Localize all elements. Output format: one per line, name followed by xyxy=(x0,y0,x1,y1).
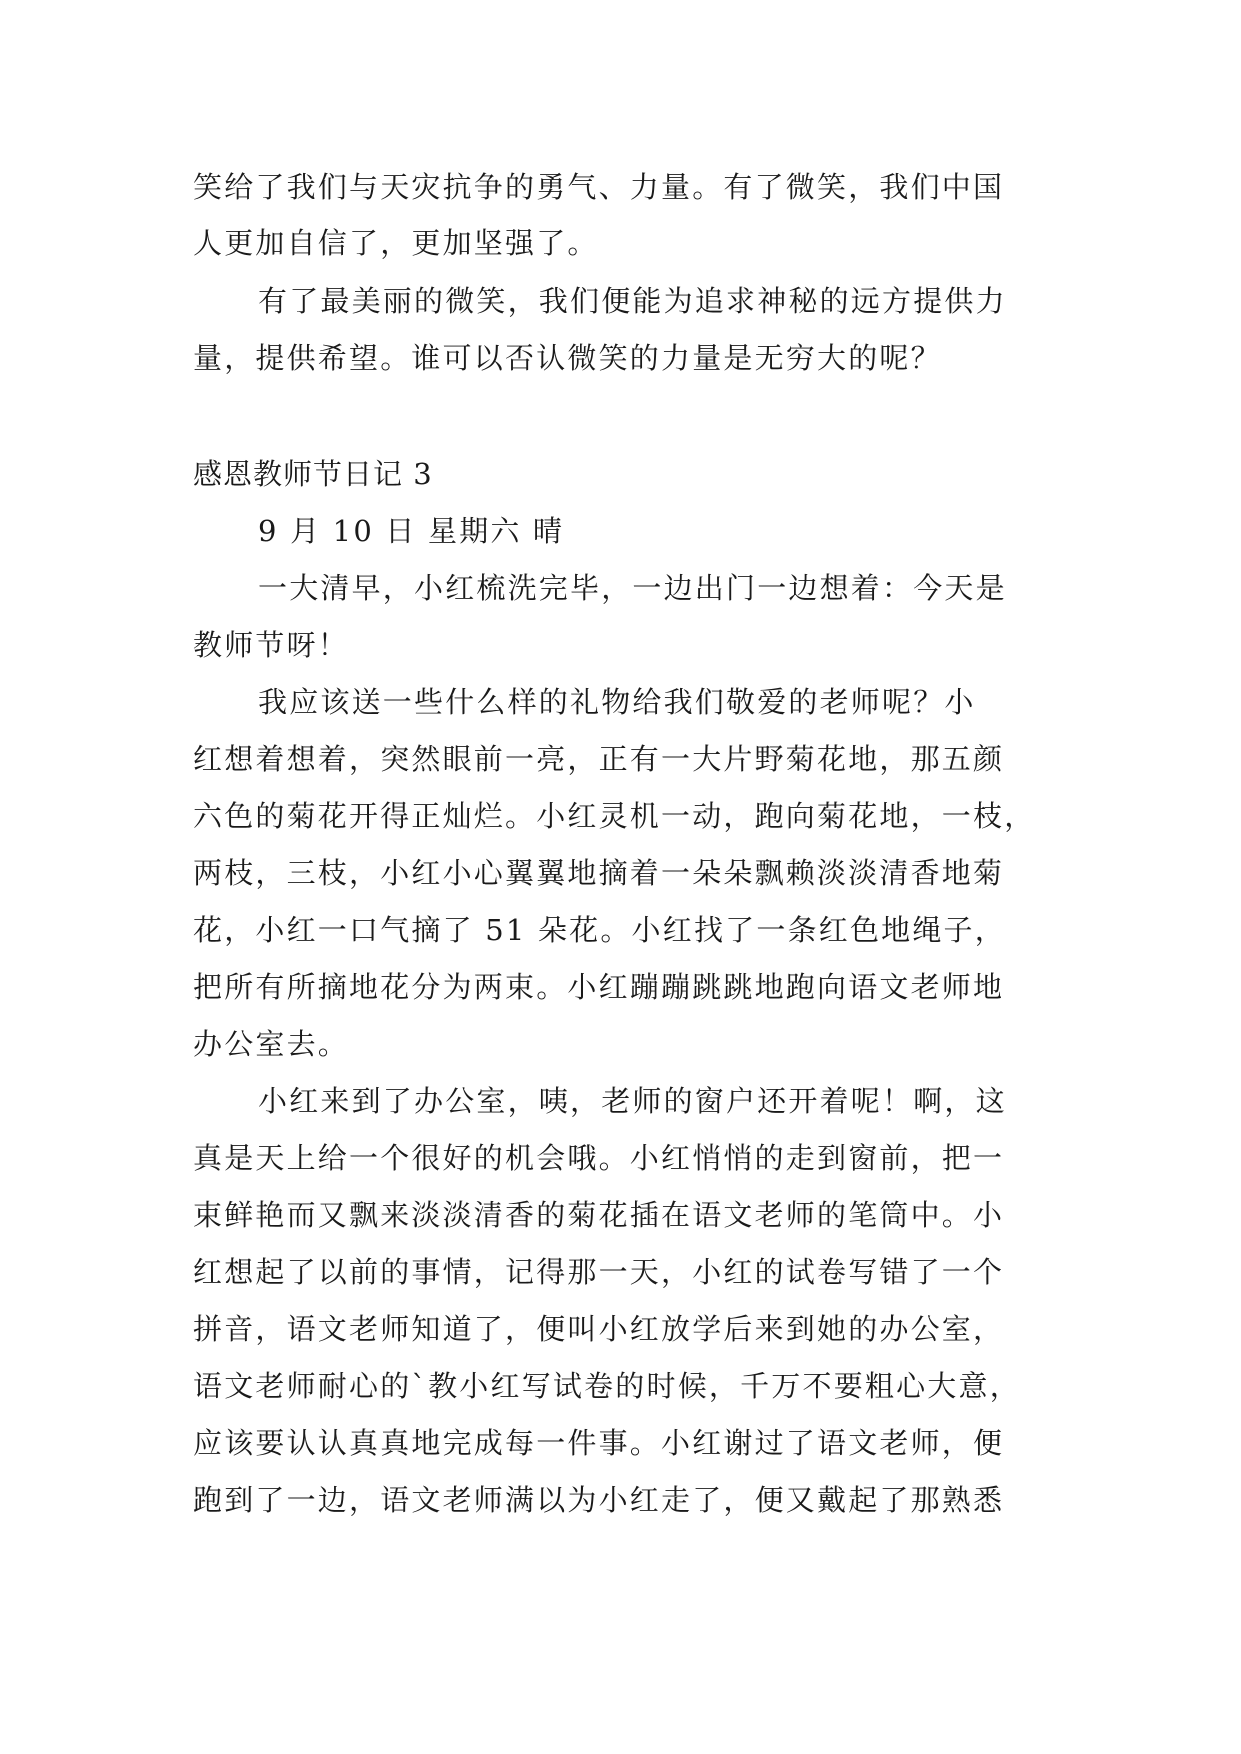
paragraph-line: 红想起了以前的事情，记得那一天，小红的试卷写错了一个 xyxy=(193,1255,1005,1289)
paragraph-line: 一大清早，小红梳洗完毕，一边出门一边想着：今天是 xyxy=(258,571,1007,605)
paragraph-line: 跑到了一边，语文老师满以为小红走了，便又戴起了那熟悉 xyxy=(193,1483,1005,1517)
paragraph-line: 语文老师耐心的`教小红写试卷的时候，千万不要粗心大意， xyxy=(193,1369,1021,1403)
paragraph-line: 办公室去。 xyxy=(193,1027,350,1061)
section-title: 感恩教师节日记 3 xyxy=(193,457,433,491)
diary-date-line: 9 月 10 日 星期六 晴 xyxy=(258,514,565,548)
paragraph-line: 真是天上给一个很好的机会哦。小红悄悄的走到窗前，把一 xyxy=(193,1141,1005,1175)
paragraph-line: 两枝，三枝，小红小心翼翼地摘着一朵朵飘赖淡淡清香地菊 xyxy=(193,856,1005,890)
paragraph-line: 我应该送一些什么样的礼物给我们敬爱的老师呢？小 xyxy=(258,685,976,719)
paragraph-line: 教师节呀！ xyxy=(193,628,350,662)
paragraph-line: 量，提供希望。谁可以否认微笑的力量是无穷大的呢？ xyxy=(193,341,942,375)
paragraph-line: 花，小红一口气摘了 51 朵花。小红找了一条红色地绳子， xyxy=(193,913,1006,947)
paragraph-line: 有了最美丽的微笑，我们便能为追求神秘的远方提供力 xyxy=(258,284,1007,318)
paragraph-line: 红想着想着，突然眼前一亮，正有一大片野菊花地，那五颜 xyxy=(193,742,1005,776)
paragraph-line: 束鲜艳而又飘来淡淡清香的菊花插在语文老师的笔筒中。小 xyxy=(193,1198,1005,1232)
paragraph-line: 把所有所摘地花分为两束。小红蹦蹦跳跳地跑向语文老师地 xyxy=(193,970,1005,1004)
paragraph-line: 小红来到了办公室，咦，老师的窗户还开着呢！啊，这 xyxy=(258,1084,1007,1118)
paragraph-line: 人更加自信了，更加坚强了。 xyxy=(193,226,599,260)
paragraph-line: 笑给了我们与天灾抗争的勇气、力量。有了微笑，我们中国 xyxy=(193,170,1005,204)
paragraph-line: 应该要认认真真地完成每一件事。小红谢过了语文老师，便 xyxy=(193,1426,1005,1460)
paragraph-line: 拼音，语文老师知道了，便叫小红放学后来到她的办公室， xyxy=(193,1312,1005,1346)
paragraph-line: 六色的菊花开得正灿烂。小红灵机一动，跑向菊花地，一枝， xyxy=(193,799,1036,833)
